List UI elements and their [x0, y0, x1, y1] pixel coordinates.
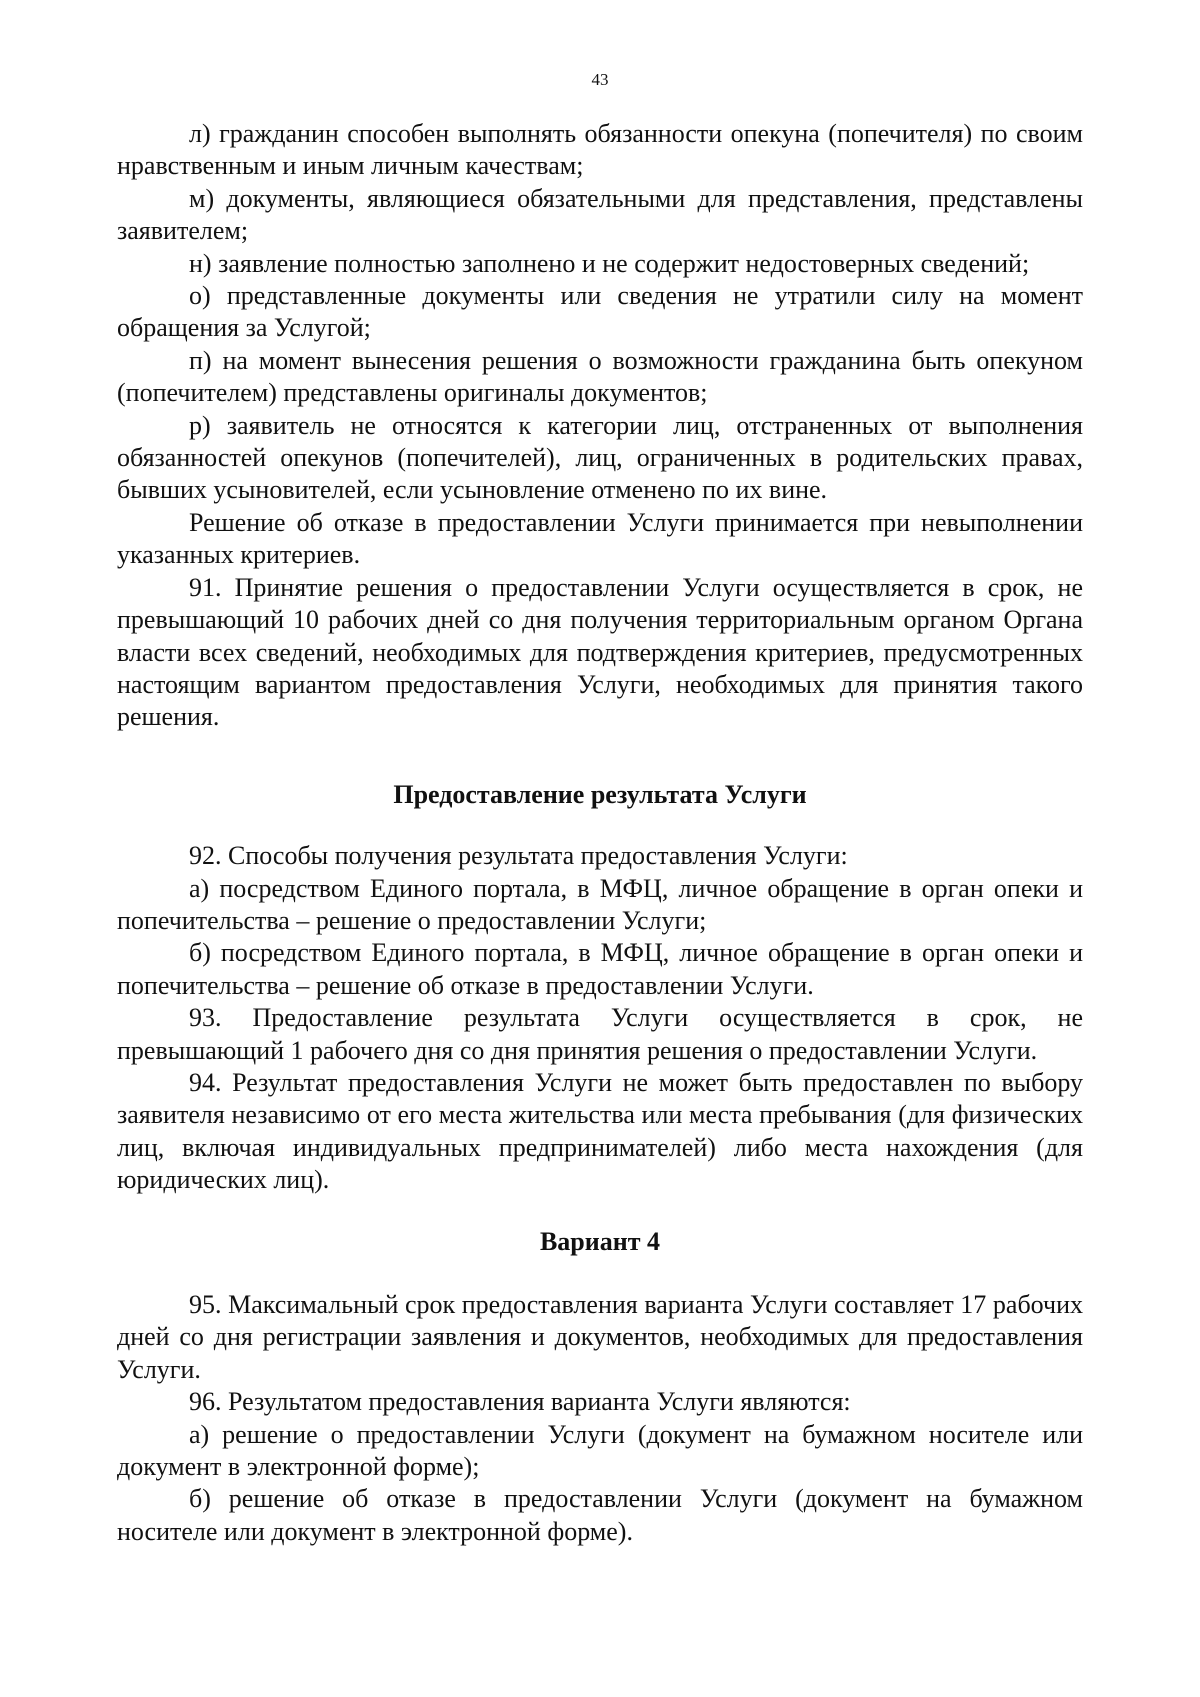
- paragraph-n: н) заявление полностью заполнено и не содержит недостоверных сведений;: [189, 248, 1030, 278]
- paragraph-96-b: б) решение об отказе в предоставлении Услуги (документ на бумажном носителе или документ в электронной форме).: [117, 1484, 1083, 1546]
- section-heading-variant-4: Вариант 4: [539, 1226, 661, 1256]
- paragraph-refusal-decision: Решение об отказе в предоставлении Услуги принимается при невыполнении указанных критериев.: [117, 507, 1083, 570]
- paragraph-96: 96. Результатом предоставления варианта Услуги являются:: [189, 1387, 851, 1417]
- document-body: [117, 118, 1083, 1548]
- section-heading-result: Предоставление результата Услуги: [393, 779, 807, 809]
- paragraph-91: 91. Принятие решения о предоставлении Услуги осуществляется в срок, не превышающий 10 рабочих дней со дня получения территориальным органом Органа власти всех сведений, необходимых для подтверждения критериев, предусмотренных настоящим вариантом предоставления Услуги, необходимых для принятия такого решения.: [117, 572, 1083, 732]
- paragraph-r: р) заявитель не относятся к категории лиц, отстраненных от выполнения обязанностей опекунов (попечителей), лиц, ограниченных в родительских правах, бывших усыновителей, если усыновление отменено по их вине.: [117, 410, 1083, 505]
- paragraph-92-a: а) посредством Единого портала, в МФЦ, личное обращение в орган опеки и попечительства – решение о предоставлении Услуги;: [117, 873, 1083, 935]
- page-number: 43: [591, 70, 609, 89]
- paragraph-p: п) на момент вынесения решения о возможности гражданина быть опекуном (попечителем) представлены оригиналы документов;: [117, 345, 1083, 408]
- paragraph-94: 94. Результат предоставления Услуги не может быть предоставлен по выбору заявителя независимо от его места жительства или места пребывания (для физических лиц, включая индивидуальных предпринимателей) либо места нахождения (для юридических лиц).: [117, 1067, 1083, 1195]
- paragraph-o: о) представленные документы или сведения не утратили силу на момент обращения за Услугой;: [117, 281, 1083, 343]
- paragraph-93: 93. Предоставление результата Услуги осуществляется в срок, не превышающий 1 рабочего дня со дня принятия решения о предоставлении Услуги.: [117, 1003, 1083, 1065]
- paragraph-95: 95. Максимальный срок предоставления варианта Услуги составляет 17 рабочих дней со дня регистрации заявления и документов, необходимых для предоставления Услуги.: [117, 1290, 1083, 1384]
- paragraph-l: л) гражданин способен выполнять обязанности опекуна (попечителя) по своим нравственным и иным личным качествам;: [117, 119, 1083, 181]
- paragraph-m: м) документы, являющиеся обязательными для представления, представлены заявителем;: [117, 183, 1083, 246]
- paragraph-96-a: а) решение о предоставлении Услуги (документ на бумажном носителе или документ в электронной форме);: [117, 1419, 1083, 1482]
- paragraph-92-b: б) посредством Единого портала, в МФЦ, личное обращение в орган опеки и попечительства – решение об отказе в предоставлении Услуги.: [117, 938, 1083, 1000]
- paragraph-92: 92. Способы получения результата предоставления Услуги:: [189, 841, 848, 871]
